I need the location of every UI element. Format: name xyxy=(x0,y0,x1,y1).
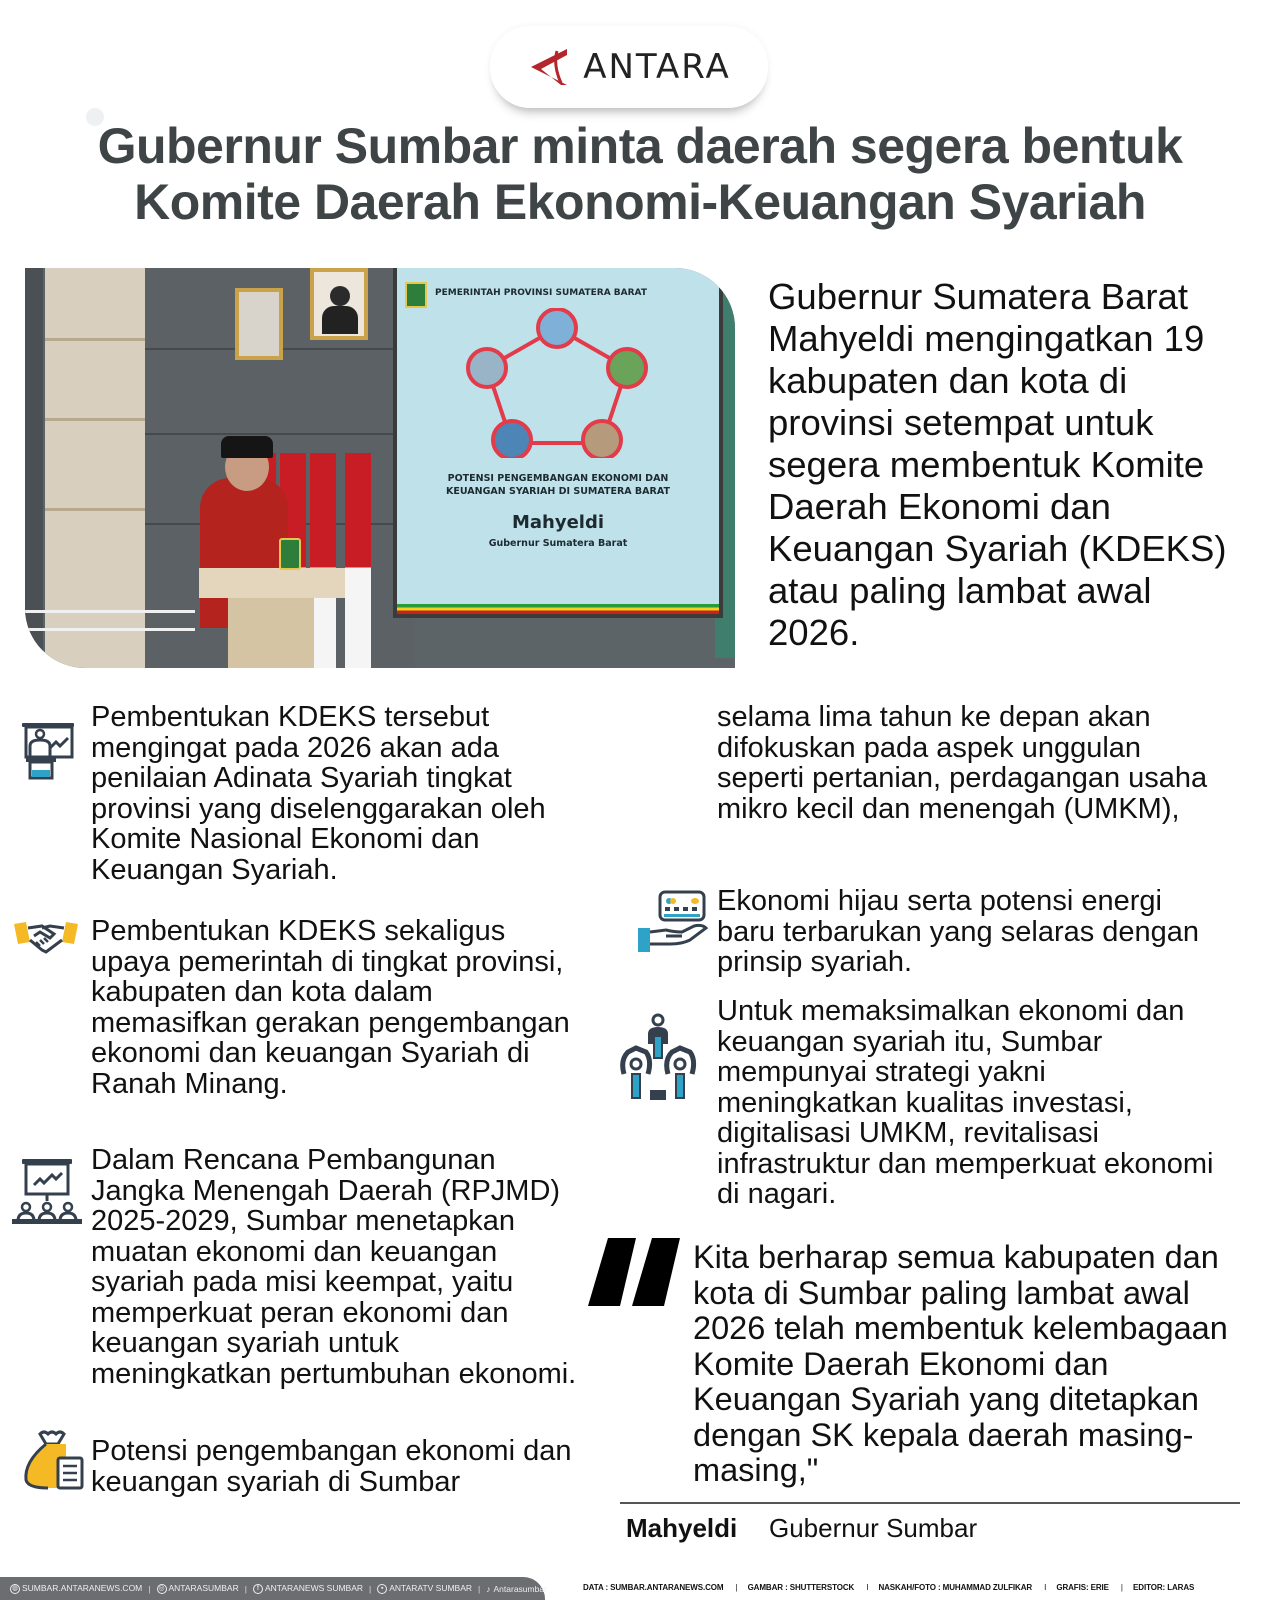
youtube-icon: ▪ xyxy=(377,1584,387,1594)
credit-author: NASKAH/FOTO : MUHAMMAD ZULFIKAR xyxy=(878,1583,1033,1592)
slide-header: PEMERINTAH PROVINSI SUMATERA BARAT xyxy=(435,288,647,298)
info-item xyxy=(717,886,1227,978)
credit-data: DATA : SUMBAR.ANTARANEWS.COM xyxy=(583,1583,724,1592)
slide-pentagon-graphic xyxy=(457,308,657,458)
social-label: SUMBAR.ANTARANEWS.COM xyxy=(22,1583,143,1594)
separator: | xyxy=(369,1583,372,1594)
slide-circle xyxy=(493,421,531,458)
podium-base xyxy=(228,598,314,668)
event-photo xyxy=(25,268,735,668)
info-item-continued xyxy=(717,702,1227,824)
credit-image: GAMBAR : SHUTTERSTOCK xyxy=(747,1583,855,1592)
social-link-instagram[interactable] xyxy=(157,1583,239,1594)
hand-card-icon xyxy=(636,888,712,954)
info-item xyxy=(91,702,581,885)
slide-circle xyxy=(608,349,646,387)
photo-pillar xyxy=(45,268,145,668)
info-item xyxy=(91,1436,581,1497)
social-link-facebook[interactable] xyxy=(253,1583,363,1594)
facebook-icon: f xyxy=(253,1584,263,1594)
presentation-speaker-icon xyxy=(18,720,78,782)
slide-subtitle xyxy=(397,472,719,498)
separator: | xyxy=(244,1583,247,1594)
photo-pillar-line xyxy=(45,338,145,341)
social-label: Antarasumbar xyxy=(493,1583,547,1594)
social-label: ANTARASUMBAR xyxy=(168,1583,239,1594)
wall-groove xyxy=(145,433,415,435)
slide-circle xyxy=(583,421,621,458)
slide-role: Gubernur Sumatera Barat xyxy=(488,538,628,549)
meeting-chart-icon xyxy=(8,1155,82,1227)
money-bag-calculator-icon xyxy=(14,1428,84,1490)
antara-wordmark: ANTARA xyxy=(583,47,731,87)
title-line-1: Gubernur Sumbar minta daerah segera bentuk xyxy=(97,118,1183,174)
podium-emblem-icon xyxy=(279,538,301,570)
quote-author-role: Gubernur Sumbar xyxy=(769,1513,978,1543)
president-portrait xyxy=(310,268,368,340)
lead-paragraph: Gubernur Sumatera Barat Mahyeldi mengingatkan 19 kabupaten dan kota di provinsi setempat untuk segera membentuk Komite Daerah Ekonomi dan Keuangan Syariah (KDEKS) atau paling lambat awal 2026. xyxy=(768,276,1227,653)
info-text: Dalam Rencana Pembangunan Jangka Menengah Daerah (RPJMD) 2025-2029, Sumbar menetapkan muatan ekonomi dan keuangan syariah pada misi keempat, yaitu memperkuat peran ekonomi dan keuangan syariah untuk meningkatkan pertumbuhan ekonomi. xyxy=(91,1144,577,1390)
footer-social-bar xyxy=(0,1577,545,1600)
quote-divider xyxy=(620,1502,1240,1504)
slide-name: Mahyeldi xyxy=(511,512,605,533)
wall-frame xyxy=(235,288,283,360)
photo-wall xyxy=(25,268,43,668)
info-item xyxy=(91,1145,581,1389)
flag xyxy=(345,453,371,668)
slide-circle xyxy=(538,309,576,347)
separator: | xyxy=(148,1583,151,1594)
info-text: Pembentukan KDEKS tersebut mengingat pada 2026 akan ada penilaian Adinata Syariah tingkat provinsi yang diselenggarakan oleh Komite Nasional Ekonomi dan Keuangan Syariah. xyxy=(91,701,546,886)
info-text: Ekonomi hijau serta potensi energi baru terbarukan yang selaras dengan prinsip syariah. xyxy=(717,885,1200,978)
social-label: ANTARATV SUMBAR xyxy=(389,1583,473,1594)
info-text: Pembentukan KDEKS sekaligus upaya pemerintah di tingkat provinsi, kabupaten dan kota dalam memasifkan gerakan pengembangan ekonomi dan keuangan Syariah di Ranah Minang. xyxy=(91,915,570,1100)
globe-icon: ◍ xyxy=(11,1584,19,1592)
slide-circle xyxy=(468,349,506,387)
separator: | xyxy=(478,1583,481,1594)
social-link-youtube[interactable] xyxy=(377,1583,472,1594)
slide-subtitle-line: POTENSI PENGEMBANGAN EKONOMI DAN xyxy=(447,473,669,484)
info-text: selama lima tahun ke depan akan difokuskan pada aspek unggulan seperti pertanian, perdagangan usaha mikro kecil dan menengah (UMKM), xyxy=(717,701,1208,825)
quote-author: Mahyeldi xyxy=(626,1513,738,1543)
province-emblem-icon xyxy=(405,282,427,308)
antara-logo[interactable] xyxy=(490,26,768,108)
info-item xyxy=(717,996,1227,1210)
title-line-2: Komite Daerah Ekonomi-Keuangan Syariah xyxy=(134,174,1146,230)
credit-editor: EDITOR: LARAS xyxy=(1133,1583,1195,1592)
social-link-tiktok[interactable] xyxy=(486,1584,547,1594)
projection-screen xyxy=(393,268,723,618)
info-text: Potensi pengembangan ekonomi dan keuangan syariah di Sumbar xyxy=(91,1435,572,1498)
slide-subtitle-line: KEUANGAN SYARIAH DI SUMATERA BARAT xyxy=(446,486,670,497)
instagram-icon: ◎ xyxy=(158,1584,165,1592)
credit-graphics: GRAFIS: ERIE xyxy=(1056,1583,1109,1592)
railing xyxy=(25,628,195,631)
info-item xyxy=(91,916,581,1099)
social-link-website[interactable] xyxy=(10,1583,142,1594)
credits-line: DATA : SUMBAR.ANTARANEWS.COM | GAMBAR : SHUTTERSTOCK I NASKAH/FOTO : MUHAMMAD ZULFIKAR I GRAFIS: ERIE | EDITOR: LARAS xyxy=(583,1583,1195,1592)
speaker-cap xyxy=(221,436,273,458)
railing xyxy=(25,610,195,613)
handshake-icon xyxy=(12,920,80,954)
tiktok-icon: ♪ xyxy=(486,1583,491,1594)
team-strategy-icon xyxy=(618,1010,698,1102)
quote-text: Kita berharap semua kabupaten dan kota di Sumbar paling lambat awal 2026 telah membentuk kelembagaan Komite Daerah Ekonomi dan Keuangan Syariah yang ditetapkan dengan SK kepala daerah masing-masing," xyxy=(693,1239,1228,1488)
info-text: Untuk memaksimalkan ekonomi dan keuangan syariah itu, Sumbar mempunyai strategi yakni meningkatkan kualitas investasi, digitalisasi UMKM, revitalisasi infrastruktur dan memperkuat ekonomi di nagari. xyxy=(717,995,1214,1210)
photo-pillar-line xyxy=(45,418,145,421)
slide-stripe xyxy=(397,604,719,614)
page-title xyxy=(20,118,1260,230)
photo-pillar-line xyxy=(45,508,145,511)
podium xyxy=(199,568,345,598)
social-label: ANTARANEWS SUMBAR xyxy=(264,1583,364,1594)
antara-mark-icon xyxy=(527,45,571,89)
quote-mark-icon xyxy=(586,1236,686,1308)
